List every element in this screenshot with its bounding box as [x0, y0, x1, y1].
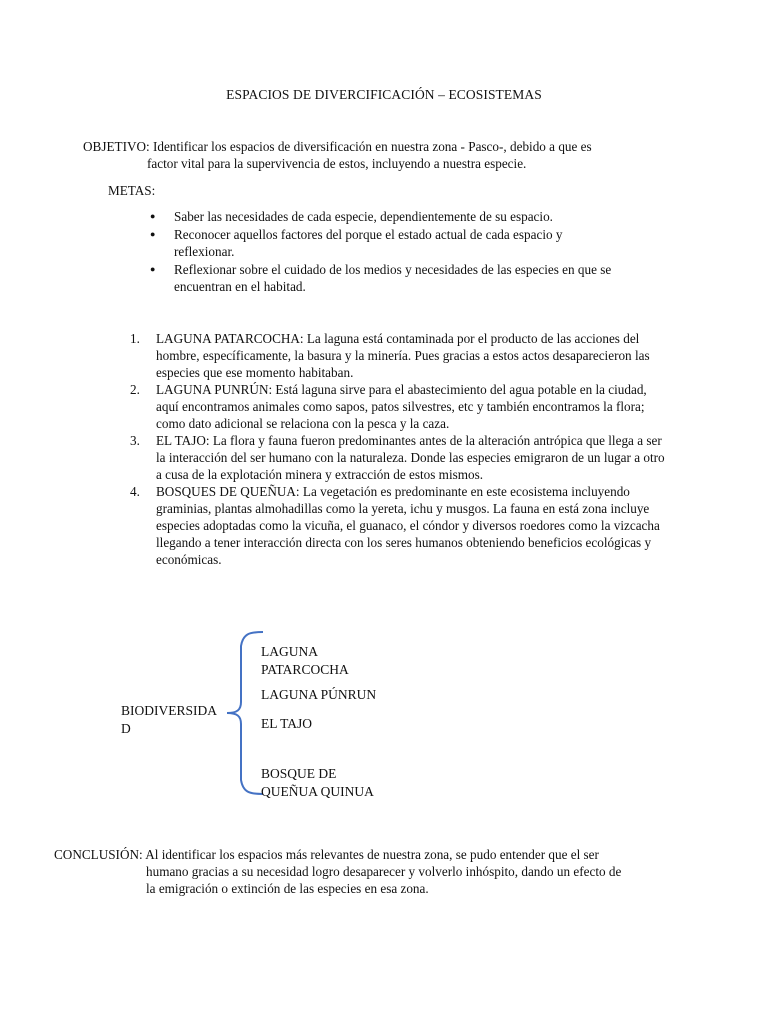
- ecosystem-item: [130, 432, 671, 483]
- ecosystem-item: [130, 330, 665, 381]
- diagram-root-text: BIODIVERSIDAD: [121, 703, 217, 736]
- bracket-brace: [227, 632, 263, 794]
- conclusion-label: CONCLUSIÓN:: [54, 847, 143, 862]
- goals-list: [150, 208, 650, 296]
- conclusion-line-2: humano gracias a su necesidad logro desaparecer y volverlo inhóspito, dando un efecto de: [146, 864, 622, 879]
- document-title: ESPACIOS DE DIVERCIFICACIÓN – ECOSISTEMAS: [226, 87, 542, 102]
- diagram-branch-label: [261, 686, 391, 706]
- ecosystem-text: LAGUNA PATARCOCHA: La laguna está contaminada por el producto de las acciones del hombre, específicamente, la basura y la minería. Pues gracias a estos actos desaparecieron las especies que ese momento habitaban.: [156, 331, 650, 380]
- item-number: 1.: [130, 331, 140, 346]
- objective-label: OBJETIVO:: [83, 139, 150, 154]
- diagram-bracket: [225, 630, 265, 796]
- diagram-branch-label: [261, 715, 381, 735]
- ecosystem-text: LAGUNA PUNRÚN: Está laguna sirve para el abastecimiento del agua potable en la ciudad, aquí encontramos animales como sapos, patos silvestres, etc y también encontramos la flora; como dato adicional se relaciona con la pesca y la caza.: [156, 382, 647, 431]
- conclusion-paragraph: [54, 846, 674, 897]
- ecosystem-text: EL TAJO: La flora y fauna fueron predominantes antes de la alteración antrópica que llega a ser la interacción del ser humano con la naturaleza. Donde las especies emigraron de un lugar a otro a cusa de la explotación minera y extracción de estos mismos.: [156, 433, 665, 482]
- ecosystem-text: BOSQUES DE QUEÑUA: La vegetación es predominante en este ecosistema incluyendo graminias, plantas almohadillas como la yereta, ichu y musgos. La fauna en está zona incluye especies adoptadas como la vicuña, el guanaco, el cóndor y diversos roedores como la vizcacha llegando a tener interacción directa con los seres humanos obteniendo beneficios ecológicas y económicas.: [156, 484, 660, 567]
- branch-text: EL TAJO: [261, 716, 313, 731]
- branch-text: LAGUNA PATARCOCHA: [261, 644, 349, 677]
- goal-item: ● Saber las necesidades de cada especie, dependientemente de su espacio.: [150, 208, 650, 225]
- conclusion-line-1: Al identificar los espacios más relevantes de nuestra zona, se pudo entender que el ser: [142, 847, 599, 862]
- objective-paragraph: [83, 138, 643, 172]
- item-number: 4.: [130, 484, 140, 499]
- goal-item: ● Reflexionar sobre el cuidado de los medios y necesidades de las especies en que se encuentran en el habitad.: [150, 261, 649, 295]
- branch-text: LAGUNA PÚNRUN: [261, 687, 377, 702]
- item-number: 3.: [130, 433, 140, 448]
- conclusion-line-3: la emigración o extinción de las especies en esa zona.: [146, 881, 429, 896]
- ecosystems-list: [130, 330, 665, 568]
- ecosystem-item: [130, 381, 651, 432]
- objective-line-1: Identificar los espacios de diversificación en nuestra zona - Pasco-, debido a que es: [149, 139, 592, 154]
- branch-text: BOSQUE DE QUEÑUA QUINUA: [261, 766, 374, 799]
- item-number: 2.: [130, 382, 140, 397]
- diagram-root-label: [121, 702, 225, 736]
- diagram-branch-label: [261, 643, 381, 677]
- diagram-branch-label: [261, 765, 381, 799]
- goals-heading: METAS:: [108, 183, 156, 198]
- ecosystem-item: [130, 483, 665, 568]
- objective-line-2: factor vital para la supervivencia de estos, incluyendo a nuestra especie.: [147, 156, 527, 171]
- goal-item: ● Reconocer aquellos factores del porque el estado actual de cada espacio y reflexionar.: [150, 226, 594, 260]
